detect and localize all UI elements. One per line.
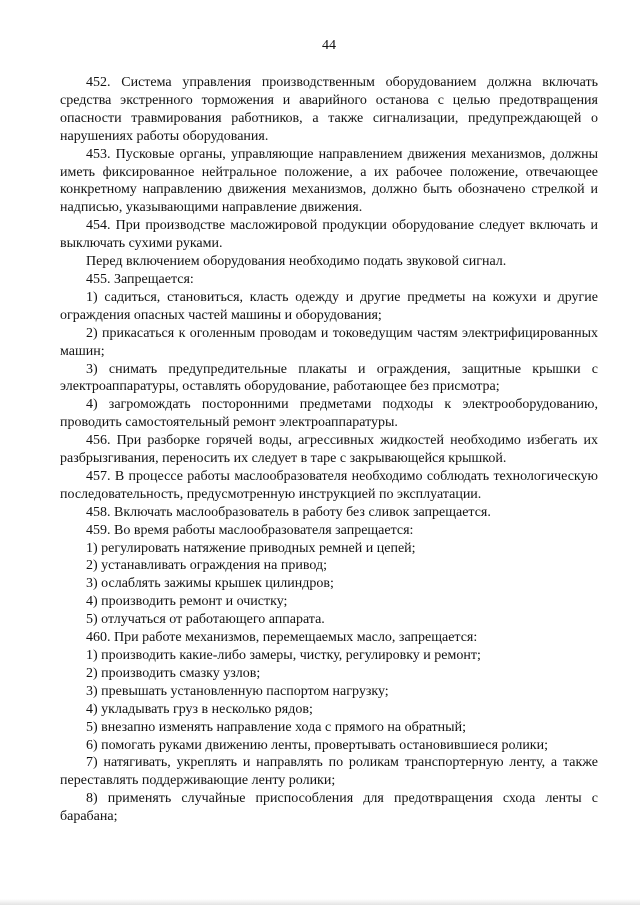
paragraph-454: 454. При производстве масложировой продукции оборудование следует включать и выключать сухими руками. (60, 218, 598, 252)
list-item: 4) производить ремонт и очистку; (86, 594, 288, 610)
paragraph-458: 458. Включать маслообразователь в работу без сливок запрещается. (86, 504, 491, 520)
list-item: 2) производить смазку узлов; (86, 665, 261, 681)
list-item: 3) ослаблять зажимы крышек цилиндров; (86, 576, 334, 592)
list-item: 1) производить какие-либо замеры, чистку, регулировку и ремонт; (86, 648, 481, 663)
list-item: 7) натягивать, укреплять и направлять по роликам транспортерную ленту, а также переставлять поддерживающие ленту ролики; (60, 755, 598, 789)
page-number: 44 (322, 38, 336, 53)
list-item: 4) загромождать посторонними предметами подходы к электрооборудованию, проводить самостоятельный ремонт электроаппаратуры. (60, 397, 598, 431)
list-item: 5) отлучаться от работающего аппарата. (86, 612, 325, 628)
list-item: 5) внезапно изменять направление хода с прямого на обратный; (86, 719, 466, 735)
list-item: 2) прикасаться к оголенным проводам и токоведущим частям электрифицированных машин; (60, 325, 598, 359)
list-item: 3) превышать установленную паспортом нагрузку; (86, 683, 389, 699)
paragraph-459: 459. Во время работы маслообразователя запрещается: (86, 522, 414, 538)
list-item: 2) устанавливать ограждения на привод; (86, 558, 327, 574)
list-item: 3) снимать предупредительные плакаты и ограждения, защитные крышки с электроаппаратуры, оставлять оборудование, работающее без присмотра; (60, 361, 598, 395)
list-item: 8) применять случайные приспособления для предотвращения схода ленты с барабана; (60, 791, 598, 825)
paragraph-456: 456. При разборке горячей воды, агрессивных жидкостей необходимо избегать их разбрызгивания, переносить их следует в таре с закрывающейся крышкой. (60, 433, 598, 467)
paragraph-457: 457. В процессе работы маслообразователя необходимо соблюдать технологическую последовательность, предусмотренную инструкцией по эксплуатации. (60, 468, 598, 502)
page-bottom-edge (0, 899, 640, 905)
list-item: 4) укладывать груз в несколько рядов; (86, 701, 313, 717)
document-body (60, 74, 598, 826)
list-item: 1) садиться, становиться, класть одежду и другие предметы на кожухи и другие ограждения опасных частей машины и оборудования; (60, 289, 598, 323)
paragraph-454-note: Перед включением оборудования необходимо подать звуковой сигнал. (86, 254, 507, 270)
paragraph-452: 452. Система управления производственным оборудованием должна включать средства экстренного торможения и аварийного останова с целью предотвращения опасности травмирования работников, а также сигнализации, предупреждающей о нарушениях работы оборудования. (60, 75, 598, 144)
paragraph-453: 453. Пусковые органы, управляющие направлением движения механизмов, должны иметь фиксированное нейтральное положение, а их рабочее положение, отвечающее конкретному направлению движения механизмов, должно быть обозначено стрелкой и надписью, указывающими направление движения. (60, 146, 598, 216)
paragraph-455: 455. Запрещается: (86, 271, 194, 287)
list-item: 1) регулировать натяжение приводных ремней и цепей; (86, 540, 416, 556)
list-item: 6) помогать руками движению ленты, провертывать остановившиеся ролики; (86, 737, 548, 753)
paragraph-460: 460. При работе механизмов, перемещаемых масло, запрещается: (86, 630, 478, 646)
